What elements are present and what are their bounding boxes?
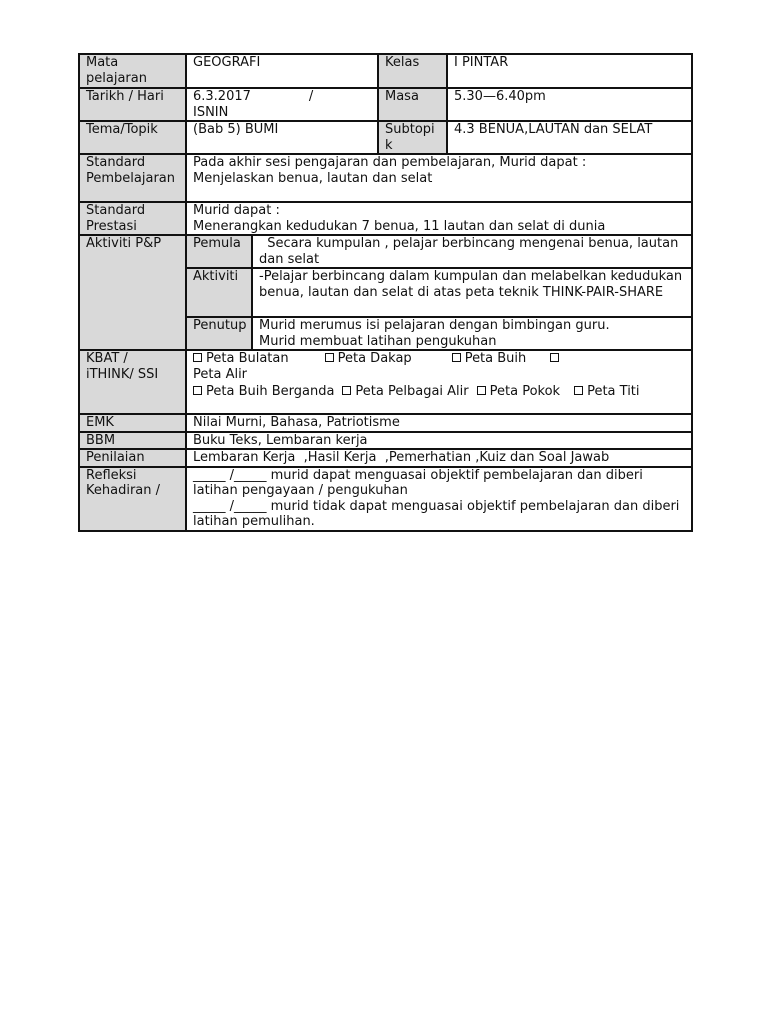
date-value: 6.3.2017 (193, 89, 251, 104)
row-penilaian (79, 449, 692, 467)
aktiviti-label: Aktiviti P&P (79, 235, 186, 350)
standard-prestasi-line1: Murid dapat : (193, 203, 280, 218)
checkbox-icon[interactable] (477, 386, 486, 395)
refleksi-label: Refleksi Kehadiran / (79, 467, 186, 531)
row-subject (79, 54, 692, 88)
emk-value: Nilai Murni, Bahasa, Patriotisme (186, 414, 692, 432)
row-bbm (79, 432, 692, 450)
bbm-label: BBM (79, 432, 186, 450)
row-refleksi (79, 467, 692, 531)
kbat-option[interactable]: Peta Titi (587, 384, 640, 399)
standard-prestasi-cell (186, 202, 692, 235)
subject-label: Mata pelajaran (79, 54, 186, 88)
refleksi-line1: _____ /_____ murid dapat menguasai objektif pembelajaran dan diberi latihan pengayaan / pengukuhan (193, 467, 643, 498)
checkbox-icon[interactable] (193, 386, 202, 395)
row-date (79, 88, 692, 121)
standard-pembelajaran-line1: Pada akhir sesi pengajaran dan pembelajaran, Murid dapat : (193, 155, 587, 170)
kbat-option[interactable]: Peta Pelbagai Alir (342, 384, 468, 400)
bbm-value: Buku Teks, Lembaran kerja (186, 432, 692, 450)
checkbox-icon[interactable] (325, 353, 334, 362)
row-topic (79, 121, 692, 154)
refleksi-line2: _____ /_____ murid tidak dapat menguasai objektif pembelajaran dan diberi latihan pemulihan. (193, 498, 680, 529)
lesson-plan-sheet (78, 53, 691, 532)
checkbox-icon[interactable] (452, 353, 461, 362)
date-separator: / (308, 89, 314, 104)
subtopic-value: 4.3 BENUA,LAUTAN dan SELAT (447, 121, 692, 154)
checkbox-icon[interactable] (574, 386, 583, 395)
kbat-options (186, 350, 692, 414)
date-cell (186, 88, 378, 121)
time-value: 5.30—6.40pm (447, 88, 692, 121)
time-label: Masa (378, 88, 447, 121)
row-standard-prestasi (79, 202, 692, 235)
stage-aktiviti: Aktiviti (186, 268, 252, 317)
stage-penutup-line2: Murid membuat latihan pengukuhan (259, 333, 497, 349)
checkbox-icon[interactable] (193, 353, 202, 362)
checkbox-icon[interactable] (342, 386, 351, 395)
class-value: I PINTAR (447, 54, 692, 88)
stage-penutup: Penutup (186, 317, 252, 350)
refleksi-cell (186, 467, 692, 531)
kbat-label: KBAT / iTHINK/ SSI (79, 350, 186, 414)
topic-value: (Bab 5) BUMI (186, 121, 378, 154)
stage-aktiviti-text: -Pelajar berbincang dalam kumpulan dan melabelkan kedudukan benua, lautan dan selat di atas peta teknik THINK-PAIR-SHARE (252, 268, 692, 317)
stage-penutup-line1: Murid merumus isi pelajaran dengan bimbingan guru. (259, 318, 610, 333)
row-aktiviti-pemula (79, 235, 692, 268)
kbat-option[interactable]: Peta Buih Berganda (193, 384, 334, 400)
topic-label: Tema/Topik (79, 121, 186, 154)
standard-prestasi-line2: Menerangkan kedudukan 7 benua, 11 lautan dan selat di dunia (193, 218, 606, 234)
standard-prestasi-label: Standard Prestasi (79, 202, 186, 235)
row-kbat (79, 350, 692, 414)
kbat-option[interactable]: Peta Alir (193, 367, 248, 382)
penilaian-label: Penilaian (79, 449, 186, 467)
row-emk (79, 414, 692, 432)
kbat-option[interactable]: Peta Bulatan (193, 351, 289, 367)
standard-pembelajaran-line2: Menjelaskan benua, lautan dan selat (193, 170, 433, 186)
kbat-option[interactable]: Peta Pokok (477, 384, 560, 400)
subject-value: GEOGRAFI (186, 54, 378, 88)
date-label: Tarikh / Hari (79, 88, 186, 121)
subtopic-label: Subtopik (378, 121, 447, 154)
stage-pemula: Pemula (186, 235, 252, 268)
standard-pembelajaran-cell (186, 154, 692, 202)
standard-pembelajaran-label: Standard Pembelajaran (79, 154, 186, 202)
checkbox-icon[interactable] (550, 353, 559, 362)
stage-penutup-cell (252, 317, 692, 350)
kbat-option[interactable]: Peta Dakap (325, 351, 412, 367)
lesson-plan-table (78, 53, 693, 532)
row-standard-pembelajaran (79, 154, 692, 202)
kbat-option[interactable]: Peta Buih (452, 351, 527, 367)
stage-pemula-text: Secara kumpulan , pelajar berbincang mengenai benua, lautan dan selat (252, 235, 692, 268)
penilaian-value: Lembaran Kerja ,Hasil Kerja ,Pemerhatian ,Kuiz dan Soal Jawab (186, 449, 692, 467)
emk-label: EMK (79, 414, 186, 432)
class-label: Kelas (378, 54, 447, 88)
day-value: ISNIN (193, 104, 229, 120)
